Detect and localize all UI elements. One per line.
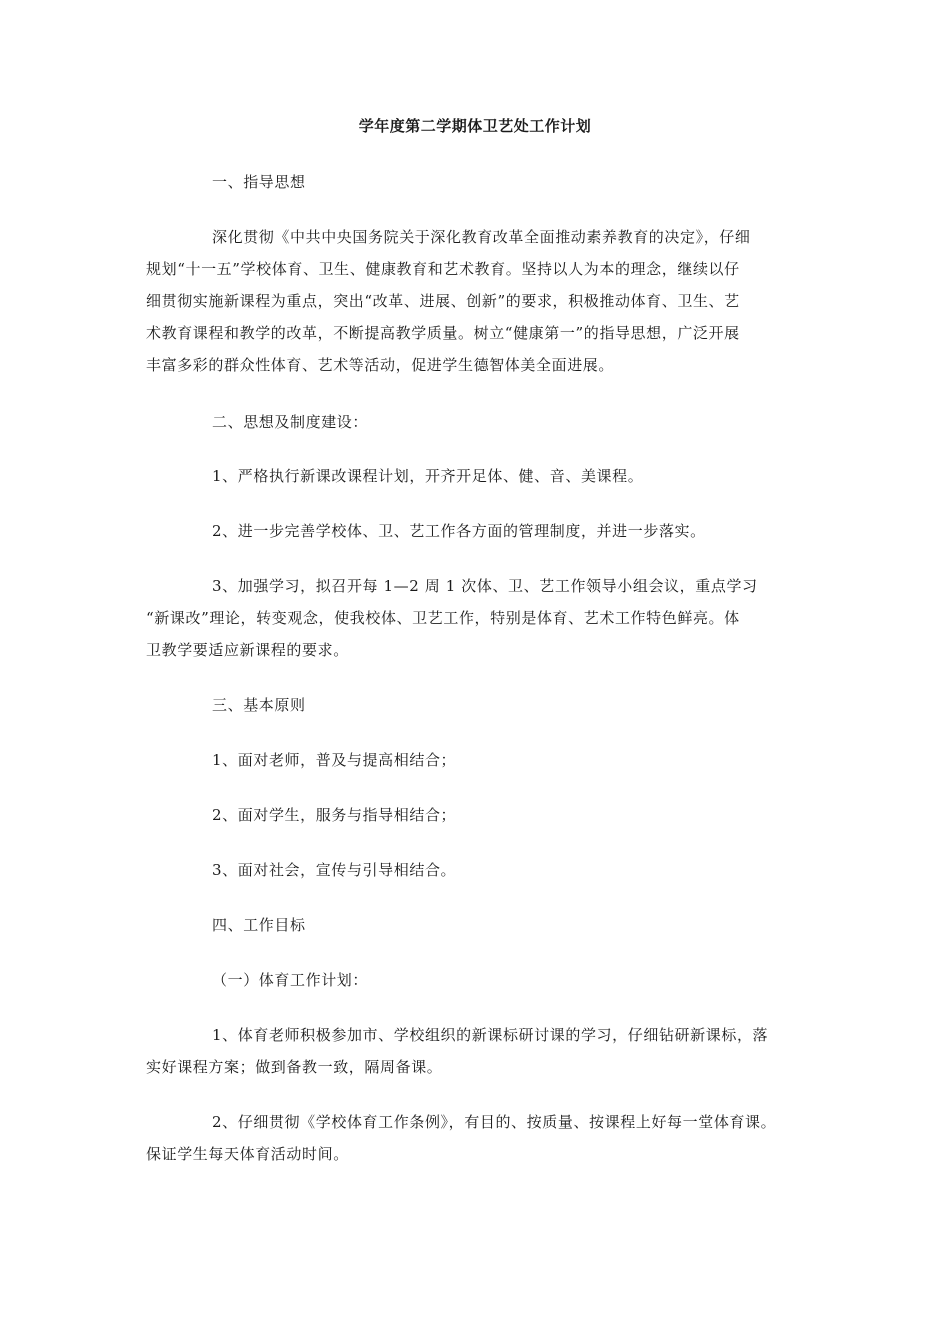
list-item: 2、进一步完善学校体、卫、艺工作各方面的管理制度，并进一步落实。 bbox=[212, 522, 706, 540]
list-item: 1、严格执行新课改课程计划，开齐开足体、健、音、美课程。 bbox=[212, 467, 644, 485]
list-item-continuation: “新课改”理论，转变观念，使我校体、卫艺工作，特别是体育、艺术工作特色鲜亮。体 bbox=[146, 609, 740, 627]
list-item: 1、体育老师积极参加市、学校组织的新课标研讨课的学习，仔细钻研新课标，落 bbox=[212, 1026, 769, 1044]
paragraph-line: 深化贯彻《中共中央国务院关于深化教育改革全面推动素养教育的决定》，仔细 bbox=[212, 228, 751, 246]
paragraph-line: 细贯彻实施新课程为重点，突出“改革、进展、创新”的要求，积极推动体育、卫生、艺 bbox=[146, 292, 740, 310]
section-heading-work-goals: 四、工作目标 bbox=[212, 916, 306, 934]
paragraph-line: 丰富多彩的群众性体育、艺术等活动，促进学生德智体美全面进展。 bbox=[146, 356, 615, 374]
paragraph-line: 术教育课程和教学的改革，不断提高教学质量。树立“健康第一”的指导思想，广泛开展 bbox=[146, 324, 740, 342]
list-item: 3、加强学习，拟召开每 1—2 周 1 次体、卫、艺工作领导小组会议，重点学习 bbox=[212, 577, 758, 595]
list-item-continuation: 保证学生每天体育活动时间。 bbox=[146, 1145, 349, 1163]
list-item: 1、面对老师，普及与提高相结合； bbox=[212, 751, 457, 769]
section-heading-system-building: 二、思想及制度建设： bbox=[212, 413, 369, 431]
subsection-heading-pe-plan: （一）体育工作计划： bbox=[212, 971, 369, 989]
section-heading-guiding-ideology: 一、指导思想 bbox=[212, 173, 306, 191]
list-item-continuation: 实好课程方案；做到备教一致，隔周备课。 bbox=[146, 1058, 443, 1076]
list-item-continuation: 卫教学要适应新课程的要求。 bbox=[146, 641, 349, 659]
list-item: 2、仔细贯彻《学校体育工作条例》，有目的、按质量、按课程上好每一堂体育课。 bbox=[212, 1113, 777, 1131]
list-item: 2、面对学生，服务与指导相结合； bbox=[212, 806, 457, 824]
section-heading-basic-principles: 三、基本原则 bbox=[212, 696, 306, 714]
paragraph-line: 规划“十一五”学校体育、卫生、健康教育和艺术教育。坚持以人为本的理念，继续以仔 bbox=[146, 260, 740, 278]
list-item: 3、面对社会，宣传与引导相结合。 bbox=[212, 861, 457, 879]
document-title: 学年度第二学期体卫艺处工作计划 bbox=[358, 117, 592, 135]
